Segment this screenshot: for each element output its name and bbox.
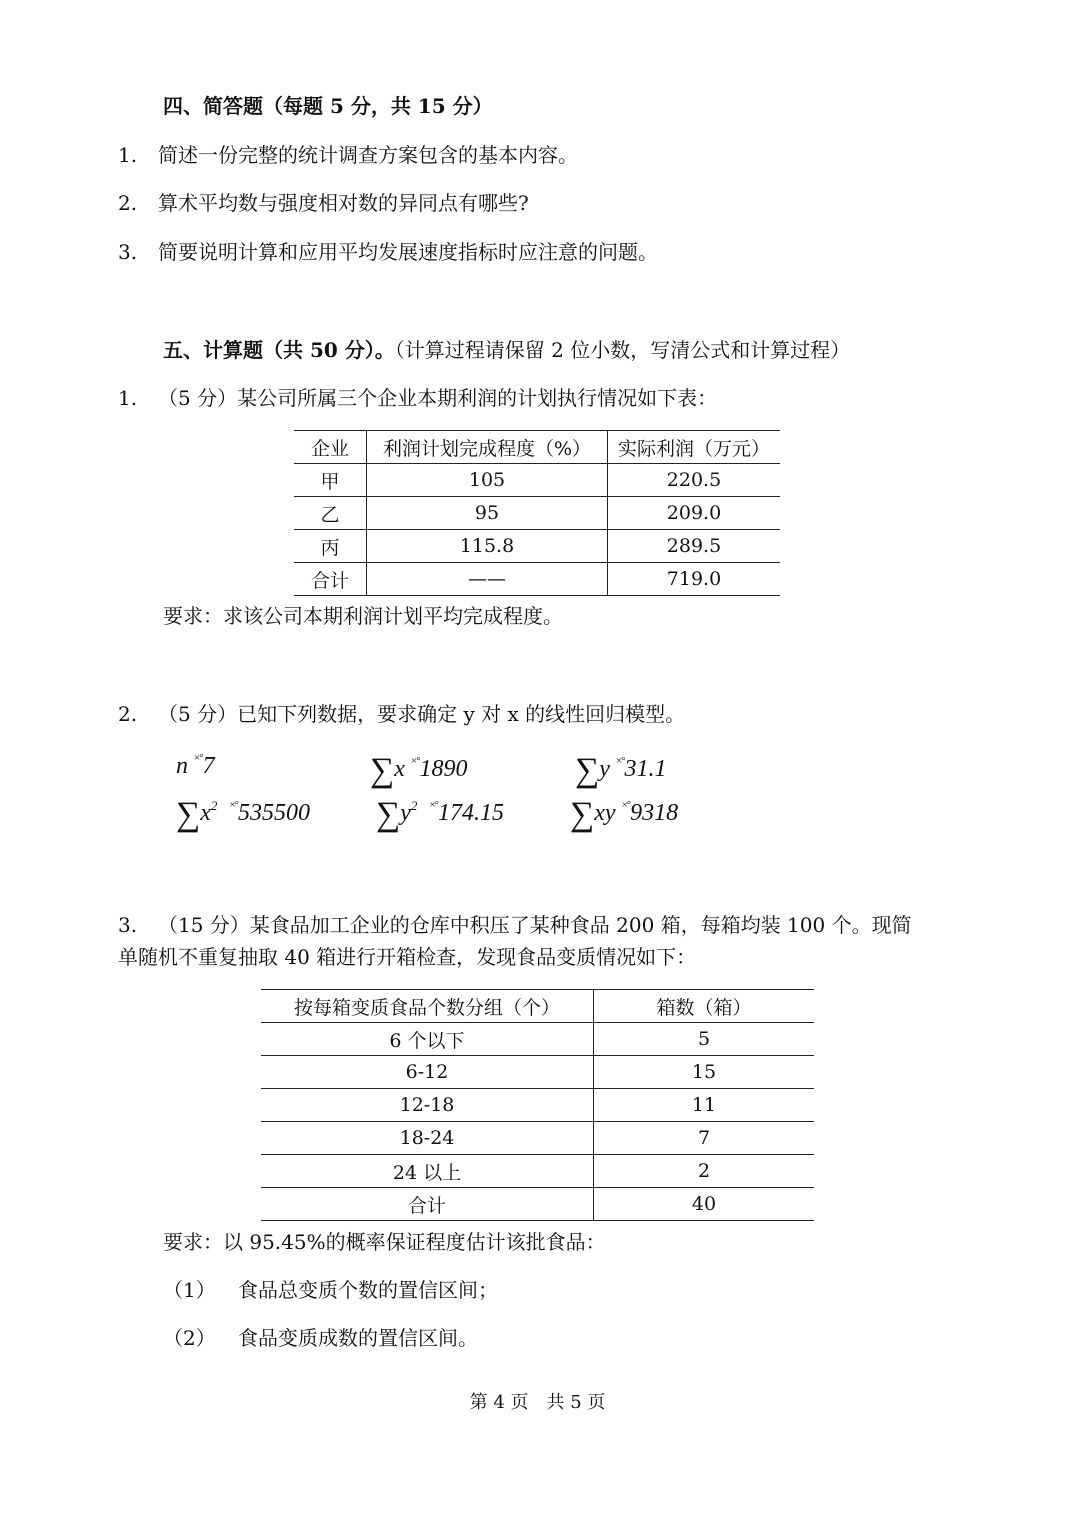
table-header-cell: 利润计划完成程度（%） [367,431,608,464]
formula-var: xy [594,800,616,826]
table-cell: 289.5 [608,530,781,563]
table-row [261,1188,814,1221]
q3-subitem-1 [163,1278,498,1302]
section5-heading-title: 五、计算题（共 50 分）。 [163,338,395,362]
formula-eq-glyph: ×° [410,755,420,767]
q1-prompt [118,386,717,410]
formula-eq-glyph: ×° [429,799,439,811]
section4-item-2 [118,191,529,215]
table-row [261,1023,814,1056]
formula-n [176,752,215,780]
table-cell: 12-18 [261,1089,594,1122]
section4-item-1 [118,143,578,167]
table-cell: 115.8 [367,530,608,563]
q1-profit-table [294,430,780,596]
table-cell: 合计 [261,1188,594,1221]
formula-var: y [599,756,610,782]
formula-sum-y [575,752,667,790]
table-cell: 105 [367,464,608,497]
table-cell: 2 [594,1155,815,1188]
formula-sum-x2 [176,796,310,834]
question-text: （5 分）已知下列数据，要求确定 y 对 x 的线性回归模型。 [158,702,686,726]
item-text: 简述一份完整的统计调查方案包含的基本内容。 [158,143,578,167]
section5-heading [163,338,850,362]
item-number: 2. [118,191,138,215]
table-cell: 合计 [294,563,367,596]
question-number: 3. [118,913,138,937]
formula-value: 7 [202,753,215,779]
subitem-number: （2） [163,1326,216,1350]
q1-requirement: 要求：求该公司本期利润计划平均完成程度。 [163,604,563,628]
formula-eq-glyph: ×° [194,752,203,764]
item-text: 算术平均数与强度相对数的异同点有哪些? [158,191,529,215]
subitem-text: 食品变质成数的置信区间。 [238,1326,478,1350]
section4-heading: 四、简答题（每题 5 分，共 15 分） [163,94,493,118]
formula-sum-y2 [376,796,504,834]
formula-eq-glyph: ×° [229,799,239,811]
table-header-cell: 箱数（箱） [594,990,815,1023]
table-row [261,1155,814,1188]
formula-eq-glyph: ×° [621,799,631,811]
table-cell: 7 [594,1122,815,1155]
formula-value: 31.1 [624,756,667,782]
sigma-symbol: ∑ [376,796,401,833]
q3-prompt-line-2: 单随机不重复抽取 40 箱进行开箱检查，发现食品变质情况如下： [118,945,697,969]
subitem-number: （1） [163,1278,216,1302]
table-cell: 丙 [294,530,367,563]
table-cell: 甲 [294,464,367,497]
formula-var: x [200,800,211,826]
table-cell: 209.0 [608,497,781,530]
table-cell: 15 [594,1056,815,1089]
formula-superscript: 2 [410,798,418,813]
section5-heading-note: （计算过程请保留 2 位小数，写清公式和计算过程） [394,338,851,362]
item-number: 1. [118,143,138,167]
formula-value: 174.15 [438,800,505,826]
q3-prompt-line-1 [118,913,912,937]
table-cell: 719.0 [608,563,781,596]
formula-var: y [400,800,411,826]
table-header-row [294,431,780,464]
table-cell: 95 [367,497,608,530]
section4-item-3 [118,240,658,264]
formula-value: 9318 [630,800,679,826]
question-number: 2. [118,702,138,726]
table-cell: —— [367,563,608,596]
formula-sum-xy [570,796,678,834]
table-row [294,464,780,497]
table-cell: 乙 [294,497,367,530]
table-cell: 5 [594,1023,815,1056]
table-cell: 40 [594,1188,815,1221]
table-cell: 11 [594,1089,815,1122]
table-cell: 6-12 [261,1056,594,1089]
sigma-symbol: ∑ [176,796,201,833]
q3-requirement: 要求：以 95.45%的概率保证程度估计该批食品： [163,1230,606,1254]
table-cell: 18-24 [261,1122,594,1155]
question-number: 1. [118,386,138,410]
formula-superscript: 2 [210,798,218,813]
sigma-symbol: ∑ [370,752,395,789]
table-row [261,1122,814,1155]
page-footer: 第 4 页 共 5 页 [469,1392,606,1413]
formula-sum-x [370,752,468,790]
table-cell: 6 个以下 [261,1023,594,1056]
sigma-symbol: ∑ [575,752,600,789]
formula-var: n [176,753,188,779]
table-row [294,563,780,596]
question-text: （15 分）某食品加工企业的仓库中积压了某种食品 200 箱，每箱均装 100 个。现简 [158,913,912,937]
formula-value: 535500 [238,800,311,826]
table-row [261,1089,814,1122]
formula-eq-glyph: ×° [615,755,625,767]
q3-subitem-2 [163,1326,478,1350]
q2-prompt [118,702,685,726]
formula-var: x [394,756,405,782]
table-header-cell: 企业 [294,431,367,464]
item-number: 3. [118,240,138,264]
table-cell: 24 以上 [261,1155,594,1188]
table-header-row [261,990,814,1023]
table-header-cell: 按每箱变质食品个数分组（个） [261,990,594,1023]
subitem-text: 食品总变质个数的置信区间； [238,1278,498,1302]
formula-value: 1890 [419,756,468,782]
question-text: （5 分）某公司所属三个企业本期利润的计划执行情况如下表： [158,386,718,410]
table-row [294,497,780,530]
table-row [261,1056,814,1089]
item-text: 简要说明计算和应用平均发展速度指标时应注意的问题。 [158,240,658,264]
sigma-symbol: ∑ [570,796,595,833]
table-header-cell: 实际利润（万元） [608,431,781,464]
table-row [294,530,780,563]
q3-spoilage-table [261,989,814,1221]
table-cell: 220.5 [608,464,781,497]
